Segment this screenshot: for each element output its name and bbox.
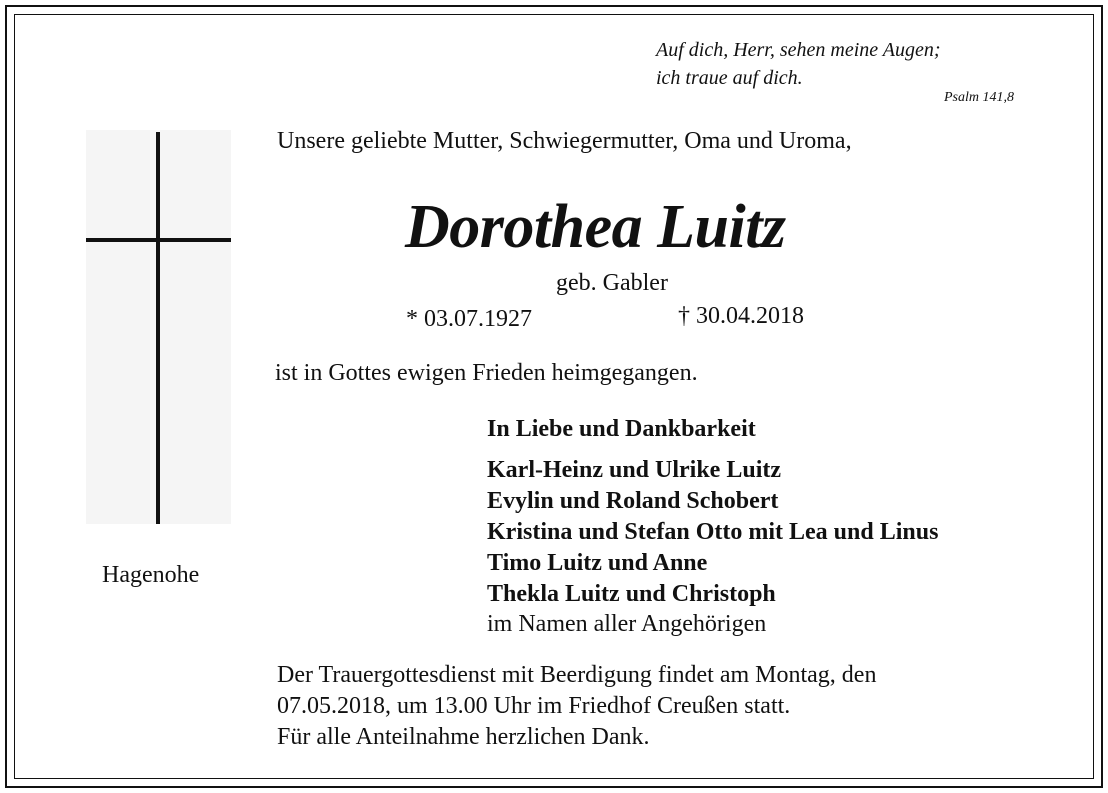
passed-text: ist in Gottes ewigen Frieden heimgegangen. [275, 360, 698, 386]
mourner-item: Kristina und Stefan Otto mit Lea und Linus [487, 519, 939, 545]
verse-reference: Psalm 141,8 [944, 90, 1014, 105]
mourner-item: Thekla Luitz und Christoph [487, 581, 776, 607]
verse-line-2: ich traue auf dich. [656, 67, 803, 89]
funeral-line-1: Der Trauergottesdienst mit Beerdigung findet am Montag, den [277, 662, 877, 688]
birth-name: geb. Gabler [556, 270, 668, 296]
mourner-item: Timo Luitz und Anne [487, 550, 708, 576]
cross-horizontal-bar [86, 238, 231, 242]
love-heading: In Liebe und Dankbarkeit [487, 416, 756, 442]
place-name: Hagenohe [102, 562, 200, 588]
funeral-notice [277, 660, 876, 753]
mourner-item: Karl-Heinz und Ulrike Luitz [487, 457, 781, 483]
verse-line-1: Auf dich, Herr, sehen meine Augen; [656, 39, 941, 61]
cross-vertical-bar [156, 132, 160, 524]
mourners-list [487, 455, 938, 610]
deceased-name: Dorothea Luitz [405, 193, 786, 261]
birth-date: * 03.07.1927 [406, 306, 532, 332]
death-date: † 30.04.2018 [678, 303, 804, 329]
funeral-line-2: 07.05.2018, um 13.00 Uhr im Friedhof Creußen statt. [277, 693, 791, 719]
relatives-text: im Namen aller Angehörigen [487, 611, 767, 637]
funeral-line-3: Für alle Anteilnahme herzlichen Dank. [277, 724, 650, 750]
intro-text: Unsere geliebte Mutter, Schwiegermutter, Oma und Uroma, [277, 128, 852, 154]
bible-verse [656, 36, 941, 92]
mourner-item: Evylin und Roland Schobert [487, 488, 779, 514]
